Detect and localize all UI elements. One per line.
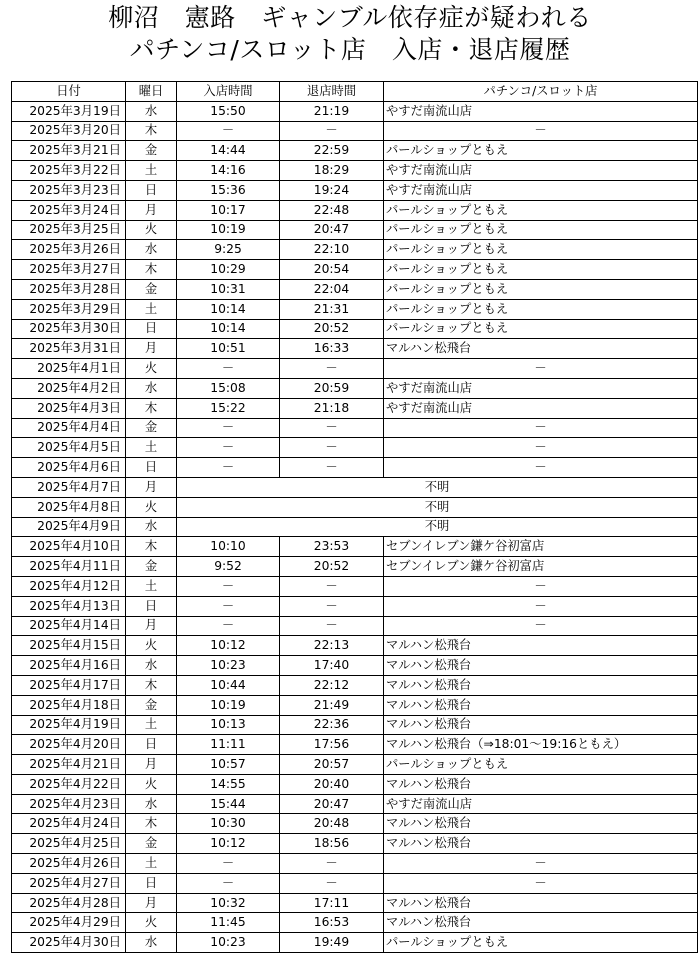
- cell-weekday: 金: [126, 557, 177, 577]
- cell-weekday: 木: [126, 398, 177, 418]
- cell-date: 2025年4月2日: [12, 378, 126, 398]
- table-row: [12, 933, 698, 953]
- header-date: 日付: [12, 82, 126, 102]
- cell-shop: パールショップともえ: [384, 141, 698, 161]
- cell-date: 2025年4月15日: [12, 636, 126, 656]
- cell-date: 2025年3月19日: [12, 101, 126, 121]
- table-row: [12, 854, 698, 874]
- cell-date: 2025年4月4日: [12, 418, 126, 438]
- cell-date: 2025年3月25日: [12, 220, 126, 240]
- cell-unknown: 不明: [177, 517, 698, 537]
- table-row: [12, 715, 698, 735]
- cell-exit-time: 18:29: [280, 161, 384, 181]
- cell-exit-time: 19:49: [280, 933, 384, 953]
- cell-exit-time: 22:59: [280, 141, 384, 161]
- cell-enter-time: 10:29: [177, 260, 280, 280]
- cell-weekday: 日: [126, 319, 177, 339]
- table-row: [12, 913, 698, 933]
- cell-exit-time: 22:04: [280, 279, 384, 299]
- cell-enter-time: 10:17: [177, 200, 280, 220]
- cell-shop: パールショップともえ: [384, 260, 698, 280]
- cell-enter-time: 14:55: [177, 774, 280, 794]
- table-row: [12, 576, 698, 596]
- cell-shop: マルハン松飛台: [384, 834, 698, 854]
- cell-weekday: 日: [126, 596, 177, 616]
- cell-enter-time: －: [177, 854, 280, 874]
- table-row: [12, 398, 698, 418]
- cell-weekday: 土: [126, 715, 177, 735]
- cell-date: 2025年4月26日: [12, 854, 126, 874]
- cell-weekday: 木: [126, 814, 177, 834]
- cell-enter-time: －: [177, 576, 280, 596]
- table-row: [12, 279, 698, 299]
- cell-weekday: 金: [126, 279, 177, 299]
- cell-exit-time: 17:56: [280, 735, 384, 755]
- cell-shop: マルハン松飛台: [384, 656, 698, 676]
- cell-exit-time: －: [280, 596, 384, 616]
- cell-date: 2025年4月12日: [12, 576, 126, 596]
- cell-shop: マルハン松飛台: [384, 814, 698, 834]
- cell-shop: パールショップともえ: [384, 299, 698, 319]
- cell-enter-time: －: [177, 121, 280, 141]
- cell-enter-time: 15:44: [177, 794, 280, 814]
- cell-enter-time: －: [177, 438, 280, 458]
- cell-date: 2025年4月22日: [12, 774, 126, 794]
- cell-shop: パールショップともえ: [384, 933, 698, 953]
- cell-shop: パールショップともえ: [384, 319, 698, 339]
- cell-enter-time: 10:23: [177, 933, 280, 953]
- cell-enter-time: 10:57: [177, 755, 280, 775]
- cell-enter-time: 10:19: [177, 220, 280, 240]
- cell-weekday: 月: [126, 339, 177, 359]
- cell-date: 2025年4月27日: [12, 873, 126, 893]
- cell-shop: やすだ南流山店: [384, 180, 698, 200]
- cell-weekday: 日: [126, 735, 177, 755]
- cell-shop: やすだ南流山店: [384, 378, 698, 398]
- cell-date: 2025年4月21日: [12, 755, 126, 775]
- cell-enter-time: 10:13: [177, 715, 280, 735]
- title-line-2: パチンコ/スロット店 入店・退店履歴: [129, 35, 571, 64]
- cell-weekday: 土: [126, 438, 177, 458]
- cell-date: 2025年4月19日: [12, 715, 126, 735]
- cell-shop: マルハン松飛台: [384, 636, 698, 656]
- table-row: [12, 675, 698, 695]
- cell-date: 2025年4月18日: [12, 695, 126, 715]
- cell-weekday: 水: [126, 794, 177, 814]
- cell-exit-time: －: [280, 854, 384, 874]
- cell-date: 2025年4月6日: [12, 458, 126, 478]
- cell-exit-time: 20:59: [280, 378, 384, 398]
- cell-weekday: 金: [126, 418, 177, 438]
- cell-enter-time: 10:44: [177, 675, 280, 695]
- table-row: [12, 814, 698, 834]
- table-row: [12, 180, 698, 200]
- cell-weekday: 水: [126, 101, 177, 121]
- cell-shop: マルハン松飛台: [384, 893, 698, 913]
- table-row: [12, 378, 698, 398]
- cell-weekday: 火: [126, 359, 177, 379]
- cell-exit-time: －: [280, 458, 384, 478]
- cell-weekday: 月: [126, 200, 177, 220]
- table-row: [12, 517, 698, 537]
- cell-shop: －: [384, 359, 698, 379]
- cell-exit-time: 20:47: [280, 220, 384, 240]
- cell-exit-time: 20:52: [280, 557, 384, 577]
- cell-shop: マルハン松飛台: [384, 715, 698, 735]
- cell-shop: パールショップともえ: [384, 279, 698, 299]
- cell-shop: やすだ南流山店: [384, 101, 698, 121]
- table-row: [12, 260, 698, 280]
- cell-weekday: 月: [126, 755, 177, 775]
- header-shop: パチンコ/スロット店: [384, 82, 698, 102]
- cell-shop: マルハン松飛台: [384, 774, 698, 794]
- cell-exit-time: 17:40: [280, 656, 384, 676]
- cell-exit-time: 21:49: [280, 695, 384, 715]
- cell-date: 2025年4月10日: [12, 537, 126, 557]
- cell-shop: やすだ南流山店: [384, 794, 698, 814]
- cell-enter-time: 11:45: [177, 913, 280, 933]
- cell-exit-time: －: [280, 418, 384, 438]
- table-row: [12, 339, 698, 359]
- cell-exit-time: 17:11: [280, 893, 384, 913]
- cell-weekday: 火: [126, 220, 177, 240]
- cell-enter-time: 11:11: [177, 735, 280, 755]
- cell-date: 2025年4月1日: [12, 359, 126, 379]
- cell-weekday: 火: [126, 774, 177, 794]
- cell-date: 2025年3月21日: [12, 141, 126, 161]
- cell-weekday: 月: [126, 616, 177, 636]
- cell-shop: －: [384, 873, 698, 893]
- cell-enter-time: －: [177, 418, 280, 438]
- cell-enter-time: －: [177, 616, 280, 636]
- cell-shop: マルハン松飛台（⇒18:01～19:16ともえ）: [384, 735, 698, 755]
- cell-weekday: 火: [126, 497, 177, 517]
- cell-exit-time: 18:56: [280, 834, 384, 854]
- cell-date: 2025年3月20日: [12, 121, 126, 141]
- cell-unknown: 不明: [177, 477, 698, 497]
- cell-date: 2025年3月22日: [12, 161, 126, 181]
- cell-date: 2025年4月30日: [12, 933, 126, 953]
- document-title: [0, 0, 700, 66]
- table-row: [12, 438, 698, 458]
- cell-exit-time: －: [280, 616, 384, 636]
- table-row: [12, 359, 698, 379]
- cell-shop: パールショップともえ: [384, 755, 698, 775]
- cell-shop: パールショップともえ: [384, 200, 698, 220]
- table-row: [12, 200, 698, 220]
- cell-shop: －: [384, 854, 698, 874]
- cell-enter-time: 10:51: [177, 339, 280, 359]
- table-row: [12, 695, 698, 715]
- table-row: [12, 774, 698, 794]
- cell-exit-time: 22:48: [280, 200, 384, 220]
- cell-exit-time: 23:53: [280, 537, 384, 557]
- cell-shop: －: [384, 121, 698, 141]
- cell-enter-time: 10:10: [177, 537, 280, 557]
- cell-date: 2025年3月31日: [12, 339, 126, 359]
- cell-exit-time: 16:53: [280, 913, 384, 933]
- cell-enter-time: 10:12: [177, 636, 280, 656]
- cell-exit-time: 20:57: [280, 755, 384, 775]
- cell-date: 2025年3月30日: [12, 319, 126, 339]
- cell-shop: －: [384, 576, 698, 596]
- cell-weekday: 木: [126, 121, 177, 141]
- cell-exit-time: －: [280, 438, 384, 458]
- table-row: [12, 794, 698, 814]
- header-exit-time: 退店時間: [280, 82, 384, 102]
- cell-enter-time: －: [177, 359, 280, 379]
- cell-enter-time: 15:36: [177, 180, 280, 200]
- table-row: [12, 161, 698, 181]
- cell-unknown: 不明: [177, 497, 698, 517]
- cell-date: 2025年4月25日: [12, 834, 126, 854]
- cell-shop: －: [384, 418, 698, 438]
- cell-shop: マルハン松飛台: [384, 695, 698, 715]
- cell-date: 2025年4月28日: [12, 893, 126, 913]
- cell-shop: －: [384, 596, 698, 616]
- cell-enter-time: 10:32: [177, 893, 280, 913]
- cell-shop: パールショップともえ: [384, 220, 698, 240]
- cell-enter-time: 15:22: [177, 398, 280, 418]
- table-row: [12, 319, 698, 339]
- cell-exit-time: 16:33: [280, 339, 384, 359]
- cell-weekday: 水: [126, 656, 177, 676]
- cell-date: 2025年3月29日: [12, 299, 126, 319]
- table-row: [12, 656, 698, 676]
- cell-exit-time: 19:24: [280, 180, 384, 200]
- cell-exit-time: 22:36: [280, 715, 384, 735]
- table-row: [12, 418, 698, 438]
- cell-weekday: 土: [126, 161, 177, 181]
- cell-date: 2025年4月7日: [12, 477, 126, 497]
- cell-exit-time: －: [280, 873, 384, 893]
- table-body: [12, 101, 698, 952]
- cell-weekday: 日: [126, 873, 177, 893]
- cell-enter-time: 14:16: [177, 161, 280, 181]
- cell-enter-time: 10:12: [177, 834, 280, 854]
- cell-shop: やすだ南流山店: [384, 398, 698, 418]
- cell-exit-time: 22:13: [280, 636, 384, 656]
- cell-shop: パールショップともえ: [384, 240, 698, 260]
- cell-weekday: 木: [126, 537, 177, 557]
- cell-enter-time: 10:19: [177, 695, 280, 715]
- cell-exit-time: 20:47: [280, 794, 384, 814]
- cell-exit-time: 21:18: [280, 398, 384, 418]
- table-row: [12, 735, 698, 755]
- table-row: [12, 893, 698, 913]
- cell-date: 2025年4月9日: [12, 517, 126, 537]
- cell-weekday: 金: [126, 695, 177, 715]
- cell-date: 2025年3月27日: [12, 260, 126, 280]
- cell-date: 2025年4月29日: [12, 913, 126, 933]
- cell-date: 2025年4月3日: [12, 398, 126, 418]
- cell-date: 2025年4月5日: [12, 438, 126, 458]
- cell-enter-time: 9:25: [177, 240, 280, 260]
- table-row: [12, 497, 698, 517]
- cell-enter-time: 10:23: [177, 656, 280, 676]
- cell-enter-time: 10:31: [177, 279, 280, 299]
- cell-weekday: 月: [126, 893, 177, 913]
- cell-exit-time: 21:19: [280, 101, 384, 121]
- cell-exit-time: －: [280, 359, 384, 379]
- cell-shop: セブンイレブン鎌ケ谷初富店: [384, 557, 698, 577]
- cell-date: 2025年4月17日: [12, 675, 126, 695]
- cell-date: 2025年3月28日: [12, 279, 126, 299]
- table-header-row: [12, 82, 698, 102]
- cell-weekday: 土: [126, 299, 177, 319]
- cell-enter-time: 10:30: [177, 814, 280, 834]
- cell-shop: マルハン松飛台: [384, 675, 698, 695]
- header-weekday: 曜日: [126, 82, 177, 102]
- cell-enter-time: 14:44: [177, 141, 280, 161]
- cell-shop: マルハン松飛台: [384, 913, 698, 933]
- cell-weekday: 火: [126, 636, 177, 656]
- cell-exit-time: －: [280, 576, 384, 596]
- cell-weekday: 金: [126, 141, 177, 161]
- cell-shop: セブンイレブン鎌ケ谷初富店: [384, 537, 698, 557]
- cell-exit-time: 21:31: [280, 299, 384, 319]
- cell-weekday: 土: [126, 854, 177, 874]
- cell-weekday: 木: [126, 260, 177, 280]
- cell-date: 2025年4月20日: [12, 735, 126, 755]
- table-row: [12, 458, 698, 478]
- cell-date: 2025年3月26日: [12, 240, 126, 260]
- cell-weekday: 金: [126, 834, 177, 854]
- cell-exit-time: 20:54: [280, 260, 384, 280]
- cell-weekday: 木: [126, 675, 177, 695]
- cell-shop: －: [384, 458, 698, 478]
- visit-history-table: [11, 81, 698, 953]
- cell-date: 2025年4月11日: [12, 557, 126, 577]
- cell-enter-time: 10:14: [177, 319, 280, 339]
- table-row: [12, 616, 698, 636]
- cell-weekday: 水: [126, 240, 177, 260]
- table-row: [12, 596, 698, 616]
- table-row: [12, 537, 698, 557]
- cell-enter-time: －: [177, 458, 280, 478]
- cell-date: 2025年3月23日: [12, 180, 126, 200]
- cell-enter-time: －: [177, 596, 280, 616]
- cell-date: 2025年3月24日: [12, 200, 126, 220]
- table-row: [12, 101, 698, 121]
- cell-weekday: 水: [126, 517, 177, 537]
- table-row: [12, 121, 698, 141]
- cell-exit-time: －: [280, 121, 384, 141]
- cell-weekday: 月: [126, 477, 177, 497]
- table-row: [12, 636, 698, 656]
- cell-shop: やすだ南流山店: [384, 161, 698, 181]
- header-enter-time: 入店時間: [177, 82, 280, 102]
- cell-date: 2025年4月13日: [12, 596, 126, 616]
- cell-exit-time: 20:52: [280, 319, 384, 339]
- cell-date: 2025年4月24日: [12, 814, 126, 834]
- cell-shop: －: [384, 616, 698, 636]
- cell-enter-time: 10:14: [177, 299, 280, 319]
- table-row: [12, 873, 698, 893]
- table-row: [12, 240, 698, 260]
- cell-exit-time: 20:48: [280, 814, 384, 834]
- cell-exit-time: 22:10: [280, 240, 384, 260]
- cell-shop: マルハン松飛台: [384, 339, 698, 359]
- cell-enter-time: 9:52: [177, 557, 280, 577]
- cell-weekday: 水: [126, 933, 177, 953]
- table-row: [12, 557, 698, 577]
- cell-date: 2025年4月14日: [12, 616, 126, 636]
- cell-weekday: 水: [126, 378, 177, 398]
- table-row: [12, 755, 698, 775]
- cell-enter-time: －: [177, 873, 280, 893]
- table-row: [12, 141, 698, 161]
- cell-shop: －: [384, 438, 698, 458]
- cell-exit-time: 20:40: [280, 774, 384, 794]
- cell-date: 2025年4月16日: [12, 656, 126, 676]
- cell-weekday: 日: [126, 458, 177, 478]
- cell-exit-time: 22:12: [280, 675, 384, 695]
- cell-enter-time: 15:08: [177, 378, 280, 398]
- cell-date: 2025年4月23日: [12, 794, 126, 814]
- cell-date: 2025年4月8日: [12, 497, 126, 517]
- table-row: [12, 299, 698, 319]
- cell-weekday: 土: [126, 576, 177, 596]
- table-row: [12, 477, 698, 497]
- cell-weekday: 火: [126, 913, 177, 933]
- table-row: [12, 834, 698, 854]
- title-line-1: 柳沼 憲路 ギャンブル依存症が疑われる: [108, 3, 592, 32]
- table-row: [12, 220, 698, 240]
- cell-enter-time: 15:50: [177, 101, 280, 121]
- cell-weekday: 日: [126, 180, 177, 200]
